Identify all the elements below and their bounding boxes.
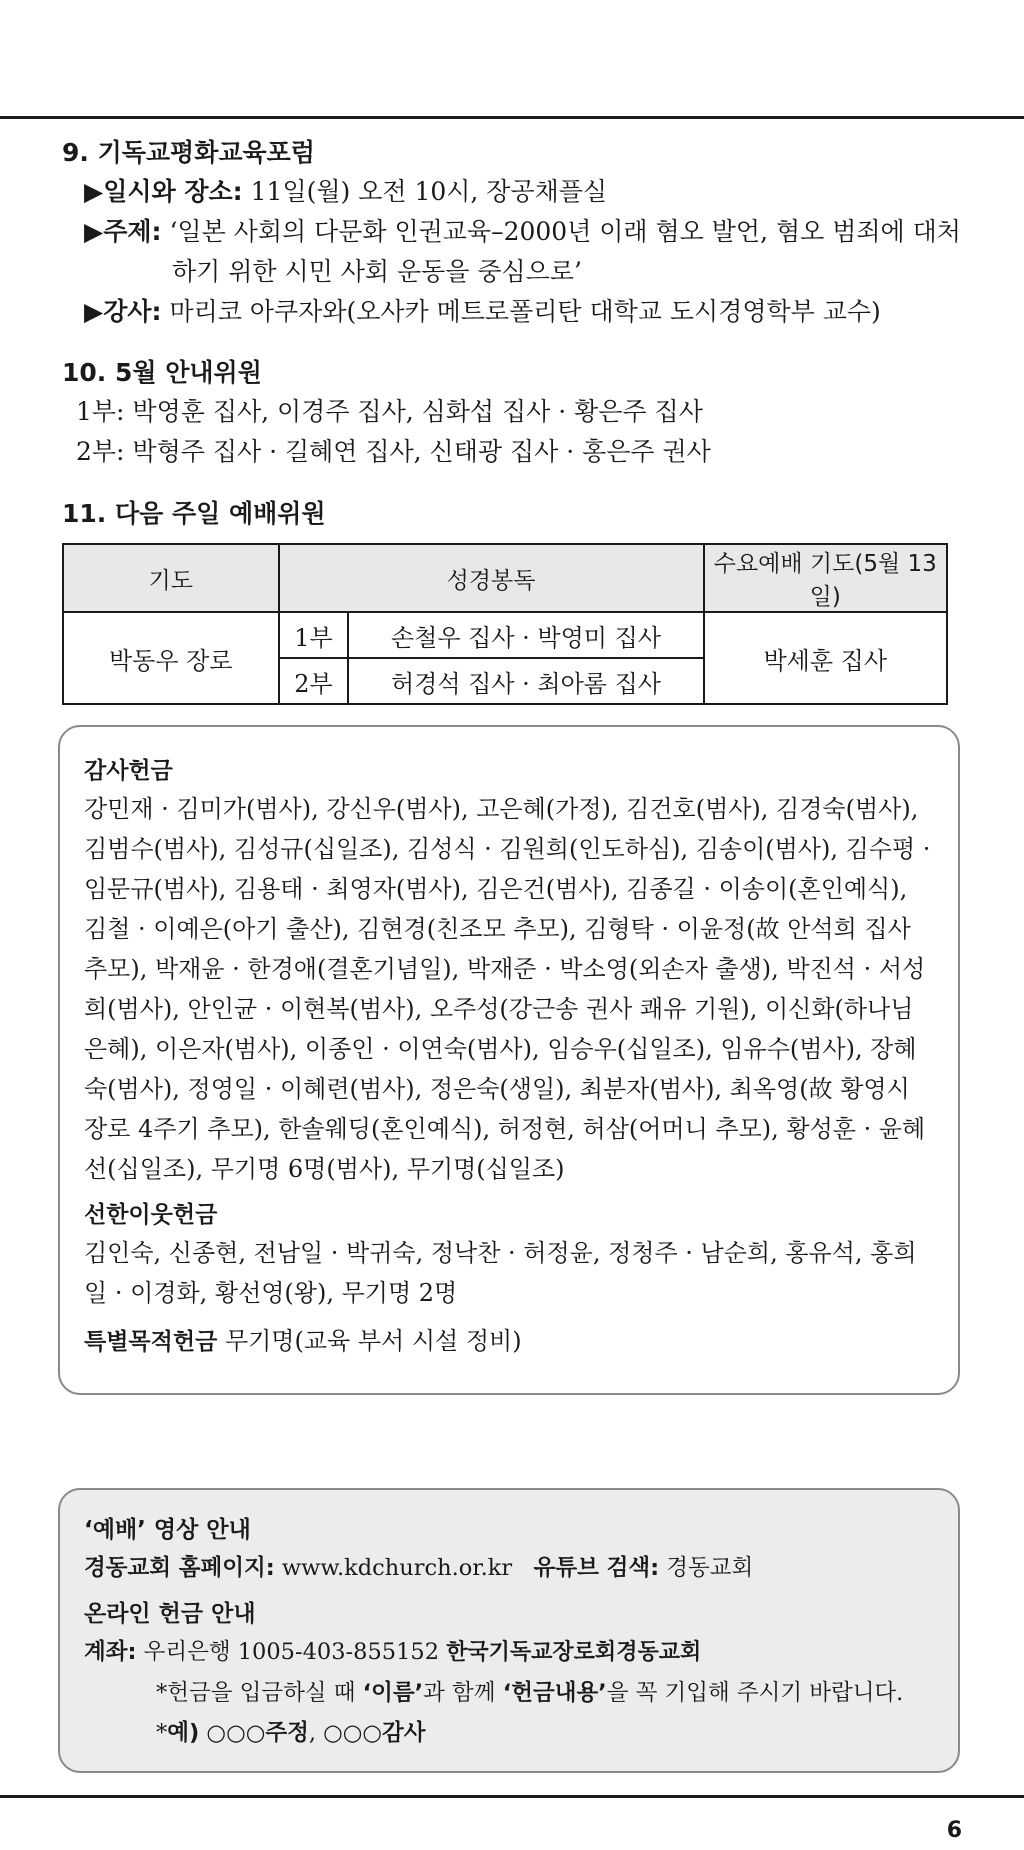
offerings-box [58,725,960,1395]
forum-topic [62,212,962,252]
neighbor-offering-text: 김인숙, 신종현, 전남일 · 박귀숙, 정낙찬 · 허정윤, 정청주 · 남순희, 홍유석, 홍희일 · 이경화, 황선영(왕), 무기명 2명 [84,1239,917,1307]
table-row [63,612,947,658]
guides-line-2: 2부: 박형주 집사 · 길혜연 집사, 신태광 집사 · 홍은주 권사 [76,437,711,466]
forum-topic-value-1: ‘일본 사회의 다문화 인권교육–2000년 이래 혐오 발언, 혐오 범죄에 대처 [161,217,961,246]
guides-line-1: 1부: 박영훈 집사, 이경주 집사, 심화섭 집사 · 황은주 집사 [76,397,703,426]
forum-speaker-label: ▶강사: [84,297,162,326]
special-offering-title: 특별목적헌금 [84,1329,218,1355]
example-circles-2: , ○○○ [308,1720,383,1746]
homepage-label: 경동교회 홈페이지: [84,1555,275,1581]
offering-note [84,1673,934,1713]
account-label: 계좌: [84,1639,137,1665]
forum-datetime [62,172,962,212]
thanks-offering-text: 강민재 · 김미가(범사), 강신우(범사), 고은혜(가정), 김건호(범사), 김경숙(범사), 김범수(범사), 김성규(십일조), 김성식 · 김원희(인도하심), 김송이(범사), 김수평 · 임문규(범사), 김용태 · 최영자(범사), 김은건(범사), 김종길 · 이송이(혼인예식), 김철 · 이예은(아기 출산), 김현경(친조모 추모), 김형탁 · 이윤정(故 안석희 집사 추모), 박재윤 · 한경애(결혼기념일), 박재준 · 박소영(외손자 출생), 박진석 · 서성희(범사), 안인균 · 이현복(범사), 오주성(강근송 권사 쾌유 기원), 이신화(하나님 은혜), 이은자(범사), 이종인 · 이연숙(범사), 임승우(십일조), 임유수(범사), 장혜숙(범사), 정영일 · 이혜련(범사), 정은숙(생일), 최분자(범사), 최옥영(故 황영시 장로 4주기 추모), 한솔웨딩(혼인예식), 허정현, 허삼(어머니 추모), 황성훈 · 윤혜선(십일조), 무기명 6명(범사), 무기명(십일조) [84,795,931,1183]
account-value: 우리은행 1005-403-855152 [136,1639,440,1665]
bottom-rule [0,1795,1024,1798]
top-rule [0,116,1024,119]
part-cell: 2부 [279,658,349,704]
forum-speaker-value: 마리코 아쿠자와(오사카 메트로폴리탄 대학교 도시경영학부 교수) [161,297,881,326]
readers-cell: 허경석 집사 · 최아롬 집사 [348,658,703,704]
forum-title: 9. 기독교평화교육포럼 [62,138,315,167]
example-label: 예) [167,1720,200,1746]
readers-cell: 손철우 집사 · 박영미 집사 [348,612,703,658]
header-wednesday: 수요예배 기도(5월 13일) [704,544,947,612]
worship-table [62,543,948,705]
thanks-offering-title: 감사헌금 [84,758,173,784]
note-text-a: *헌금을 입금하실 때 [156,1680,363,1706]
homepage-link[interactable]: www.kdchurch.or.kr [274,1555,513,1581]
forum-datetime-label: ▶일시와 장소: [84,177,243,206]
homepage-line [84,1548,934,1588]
note-text-b: 과 함께 [423,1680,503,1706]
forum-speaker [62,292,962,332]
note-name: ‘이름’ [362,1680,424,1706]
example-asterisk: * [156,1720,168,1746]
account-line [84,1632,934,1673]
video-info-title: ‘예배’ 영상 안내 [84,1517,251,1543]
worship-section [62,497,962,531]
info-box [58,1488,960,1773]
neighbor-offering-title: 선한이웃헌금 [84,1202,218,1228]
guides-title: 10. 5월 안내위원 [62,358,262,387]
special-offering-text: 무기명(교육 부서 시설 정비) [217,1327,522,1355]
part-cell: 1부 [279,612,349,658]
note-text-c: 을 꼭 기입해 주시기 바랍니다. [606,1680,904,1706]
wednesday-cell: 박세훈 집사 [704,612,947,704]
special-offering [84,1321,934,1361]
forum-topic-cont: 하기 위한 시민 사회 운동을 중심으로’ [172,257,582,286]
example-circles-1: ○○○ [199,1720,266,1746]
account-holder: 한국기독교장로회경동교회 [446,1640,702,1665]
forum-section [62,136,962,332]
forum-topic-label: ▶주제: [84,217,162,246]
youtube-value: 경동교회 [659,1555,754,1581]
prayer-cell: 박동우 장로 [63,612,279,704]
online-offering-title: 온라인 헌금 안내 [84,1601,256,1627]
note-content: ‘헌금내용’ [502,1680,607,1706]
header-prayer: 기도 [63,544,279,612]
offering-example [84,1713,934,1753]
example-thanks: 감사 [382,1720,426,1746]
youtube-label: 유튜브 검색: [533,1555,660,1581]
header-reading: 성경봉독 [279,544,704,612]
example-tithe: 주정 [265,1720,309,1746]
worship-title: 11. 다음 주일 예배위원 [62,499,326,528]
page-number: 6 [946,1818,962,1843]
table-header-row [63,544,947,612]
forum-datetime-value: 11일(월) 오전 10시, 장공채플실 [242,177,608,206]
guides-section [62,356,962,472]
